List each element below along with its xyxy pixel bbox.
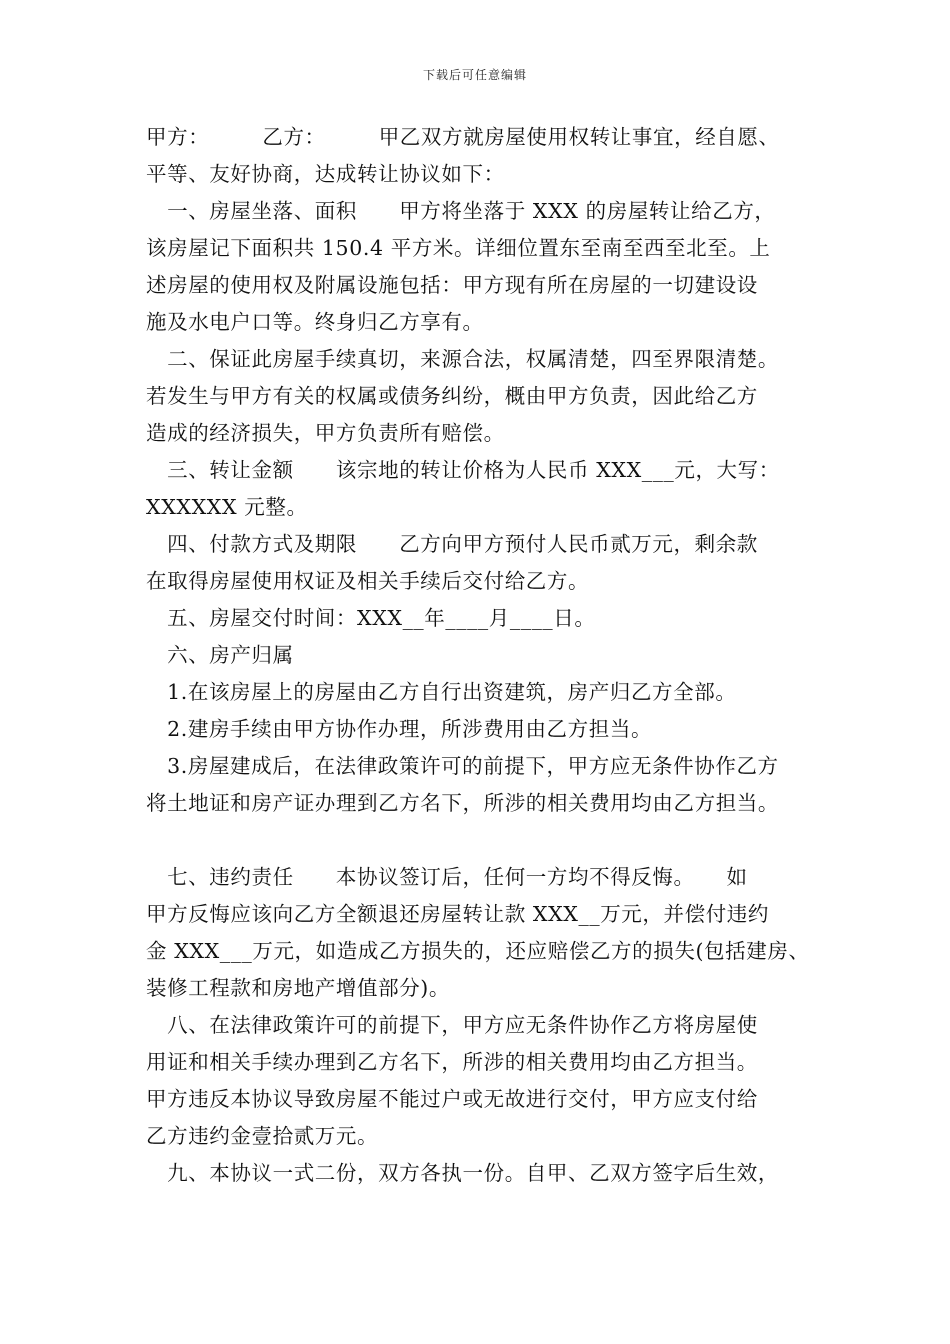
paragraph-line: 甲方： 乙方： 甲乙双方就房屋使用权转让事宜，经自愿、	[146, 125, 780, 149]
paragraph-line: 九、本协议一式二份，双方各执一份。自甲、乙双方签字后生效，	[146, 1161, 779, 1185]
paragraph-line: 将土地证和房产证办理到乙方名下，所涉的相关费用均由乙方担当。	[146, 791, 779, 815]
paragraph-line: 装修工程款和房地产增值部分)。	[146, 976, 450, 1000]
paragraph-line: 二、保证此房屋手续真切，来源合法，权属清楚，四至界限清楚。	[146, 347, 779, 371]
paragraph-line: 甲方反悔应该向乙方全额退还房屋转让款 XXX__万元，并偿付违约	[146, 902, 769, 926]
paragraph-line: 平等、友好协商，达成转让协议如下：	[146, 162, 505, 186]
paragraph-line: 金 XXX___万元，如造成乙方损失的，还应赔偿乙方的损失(包括建房、	[146, 939, 810, 963]
paragraph-line: 三、转让金额 该宗地的转让价格为人民币 XXX___元，大写：	[146, 458, 780, 482]
paragraph-line: 造成的经济损失，甲方负责所有赔偿。	[146, 421, 505, 445]
paragraph-line: 五、房屋交付时间：XXX__年____月____日。	[146, 606, 596, 630]
agreement-body	[146, 119, 826, 1192]
paragraph-line: 八、在法律政策许可的前提下，甲方应无条件协作乙方将房屋使	[146, 1013, 758, 1037]
paragraph-line: 一、房屋坐落、面积 甲方将坐落于 XXX 的房屋转让给乙方，	[146, 199, 776, 223]
paragraph-line: XXXXXX 元整。	[146, 495, 308, 519]
paragraph-line: 甲方违反本协议导致房屋不能过户或无故进行交付，甲方应支付给	[146, 1087, 758, 1111]
paragraph-line: 用证和相关手续办理到乙方名下，所涉的相关费用均由乙方担当。	[146, 1050, 758, 1074]
paragraph-line: 述房屋的使用权及附属设施包括：甲方现有所在房屋的一切建设设	[146, 273, 758, 297]
paragraph-line: 3.房屋建成后，在法律政策许可的前提下，甲方应无条件协作乙方	[146, 754, 779, 778]
paragraph-line: 1.在该房屋上的房屋由乙方自行出资建筑，房产归乙方全部。	[146, 680, 737, 704]
paragraph-line: 施及水电户口等。终身归乙方享有。	[146, 310, 484, 334]
paragraph-line: 在取得房屋使用权证及相关手续后交付给乙方。	[146, 569, 590, 593]
paragraph-line: 若发生与甲方有关的权属或债务纠纷，概由甲方负责，因此给乙方	[146, 384, 758, 408]
blank-line	[146, 822, 826, 859]
paragraph-line: 四、付款方式及期限 乙方向甲方预付人民币贰万元，剩余款	[146, 532, 758, 556]
page-header: 下载后可任意编辑	[422, 68, 527, 82]
paragraph-line: 六、房产归属	[146, 643, 294, 667]
paragraph-line: 七、违约责任 本协议签订后，任何一方均不得反悔。 如	[146, 865, 748, 889]
paragraph-line: 乙方违约金壹拾贰万元。	[146, 1124, 379, 1148]
paragraph-line: 该房屋记下面积共 150.4 平方米。详细位置东至南至西至北至。上	[146, 236, 771, 260]
paragraph-line: 2.建房手续由甲方协作办理，所涉费用由乙方担当。	[146, 717, 653, 741]
